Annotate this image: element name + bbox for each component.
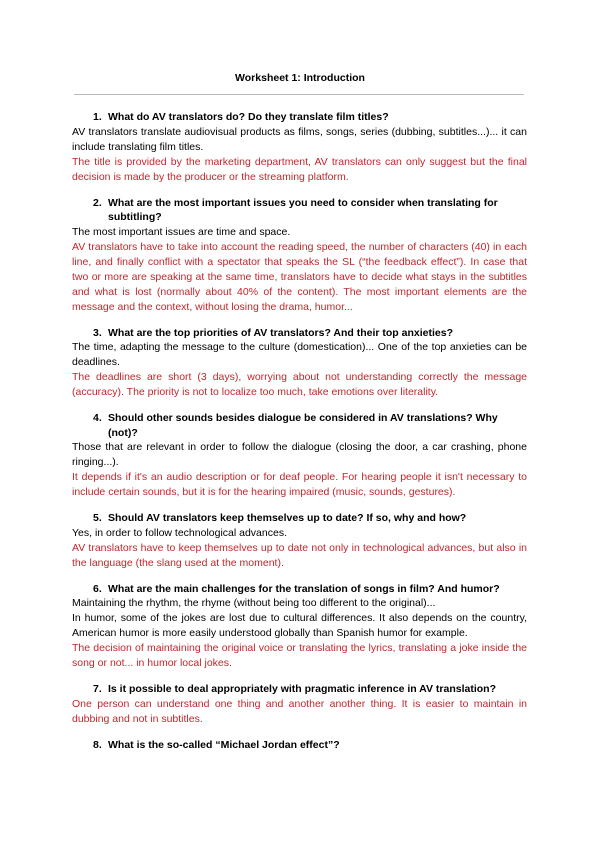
question-text: Should AV translators keep themselves up to date? If so, why and how? [108, 512, 467, 524]
answer-text: Maintaining the rhythm, the rhyme (without being too different to the original)... [72, 597, 436, 609]
answer-text-red: AV translators have to take into account the reading speed, the number of characters (40) in each line, and finally conflict with a spectator that speaks the SL (“the feedback effect”). In case that two or more are speaking at the same time, translators have to decide what stays in the subtitles and what is lost (normally about 40% of the content). The most important elements are the message and the context, without losing the drama, humor... [72, 240, 527, 313]
answer-text: The most important issues are time and space. [72, 225, 291, 238]
question-number: 7. [93, 683, 102, 695]
answer-text-red: AV translators have to keep themselves up to date not only in technological advances, but also in the language (the slang used at the moment). [72, 541, 527, 569]
question-text: What is the so-called “Michael Jordan effect”? [108, 738, 340, 751]
question-5 [72, 511, 527, 526]
question-number: 1. [93, 111, 102, 123]
question-number: 6. [93, 582, 102, 595]
question-2 [72, 196, 527, 225]
answer-text-red: One person can understand one thing and another another thing. It is easier to maintain in dubbing and not in subtitles. [72, 697, 527, 725]
question-number: 3. [93, 326, 102, 339]
answer-text: AV translators translate audiovisual products as films, songs, series (dubbing, subtitles...)... it can include translating film titles. [72, 125, 527, 153]
question-3 [72, 326, 527, 341]
answer-text-red: The deadlines are short (3 days), worrying about not understanding correctly the message (accuracy). The priority is not to localize too much, take emotions over literality. [72, 371, 527, 398]
question-number: 5. [93, 512, 102, 524]
answer-text: Those that are relevant in order to follow the dialogue (closing the door, a car crashing, phone ringing...). [72, 441, 527, 468]
question-text: What do AV translators do? Do they translate film titles? [108, 111, 389, 123]
question-number: 8. [93, 738, 102, 751]
question-1 [72, 110, 527, 125]
question-text: Should other sounds besides dialogue be considered in AV translations? Why (not)? [108, 412, 498, 439]
question-7 [72, 682, 527, 697]
question-text: What are the top priorities of AV translators? And their top anxieties? [108, 326, 453, 339]
question-number: 4. [93, 412, 102, 424]
question-text: Is it possible to deal appropriately with pragmatic inference in AV translation? [108, 683, 496, 695]
title-divider [74, 94, 524, 95]
question-number: 2. [93, 196, 102, 209]
answer-text: Yes, in order to follow technological advances. [72, 526, 287, 539]
worksheet-content [72, 99, 527, 752]
answer-text-red: The decision of maintaining the original voice or translating the lyrics, translating a joke inside the song or not... in humor local jokes. [72, 642, 527, 669]
question-text: What are the main challenges for the translation of songs in film? And humor? [108, 582, 500, 595]
question-6 [72, 582, 527, 597]
worksheet-title: Worksheet 1: Introduction [235, 72, 365, 84]
answer-text-red: The title is provided by the marketing department, AV translators can only suggest but the final decision is made by the producer or the streaming platform. [72, 155, 527, 183]
question-4 [72, 411, 527, 440]
answer-text: In humor, some of the jokes are lost due to cultural differences. It also depends on the country, American humor is more easily understood globally than Spanish humor for example. [72, 612, 527, 639]
question-text: What are the most important issues you need to consider when translating for subtitling? [108, 196, 498, 223]
answer-text-red: It depends if it's an audio description or for deaf people. For hearing people it isn't necessary to include certain sounds, but it is for the hearing impaired (music, sounds, gestures). [72, 471, 527, 498]
question-8 [72, 738, 527, 753]
answer-text: The time, adapting the message to the culture (domestication)... One of the top anxieties can be deadlines. [72, 341, 527, 368]
